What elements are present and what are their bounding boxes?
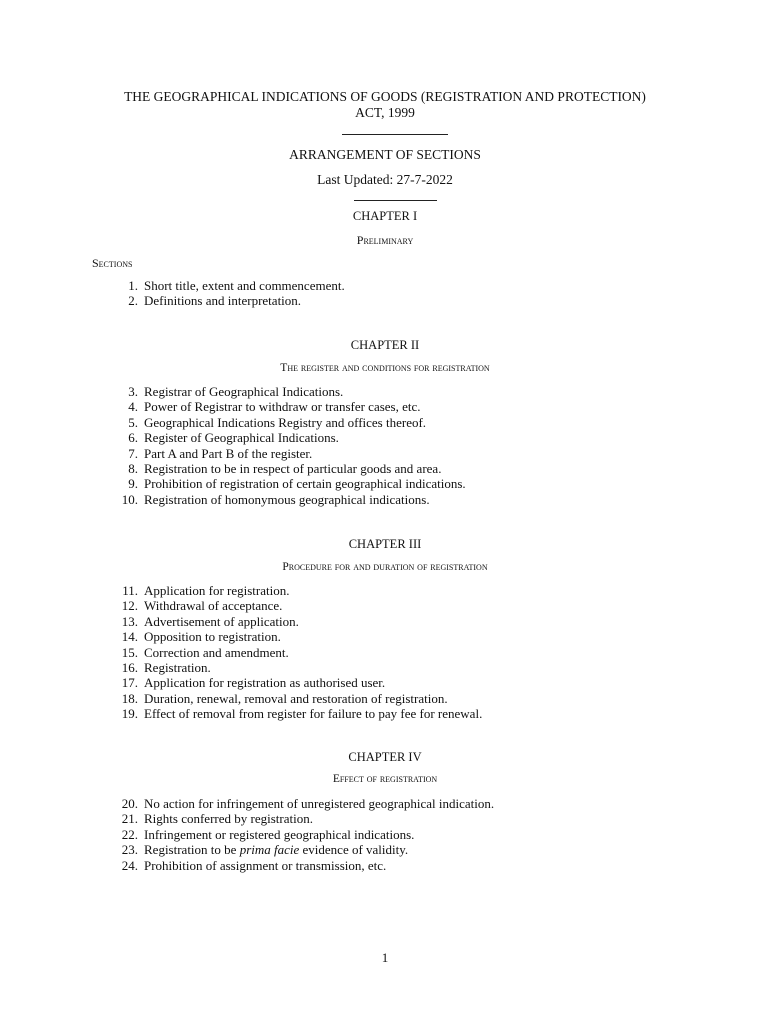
- list-item: 13. Advertisement of application.: [121, 613, 299, 629]
- list-item: 6. Register of Geographical Indications.: [128, 430, 339, 446]
- list-item: 21. Rights conferred by registration.: [121, 811, 313, 827]
- list-item: 20. No action for infringement of unregistered geographical indication.: [121, 796, 495, 811]
- list-item: 4. Power of Registrar to withdraw or transfer cases, etc.: [128, 399, 421, 415]
- list-item: 5. Geographical Indications Registry and offices thereof.: [128, 414, 427, 430]
- list-item: 19. Effect of removal from register for failure to pay fee for renewal.: [121, 706, 483, 722]
- list-item: 15. Correction and amendment.: [121, 644, 289, 660]
- list-item: 10. Registration of homonymous geographical indications.: [121, 491, 430, 507]
- list-item: 22. Infringement or registered geographical indications.: [121, 826, 415, 842]
- chapter-subheading: The register and conditions for registration: [280, 362, 490, 374]
- act-title-line-1: THE GEOGRAPHICAL INDICATIONS OF GOODS (REGISTRATION AND PROTECTION): [124, 89, 646, 104]
- list-item: 1. Short title, extent and commencement.: [128, 278, 345, 293]
- list-item: 11. Application for registration.: [122, 583, 290, 598]
- list-item: 8. Registration to be in respect of particular goods and area.: [128, 460, 442, 476]
- last-updated: Last Updated: 27-7-2022: [317, 172, 453, 187]
- title-divider: [342, 134, 448, 135]
- chapter-heading: CHAPTER IV: [348, 750, 422, 764]
- list-item: 18. Duration, renewal, removal and restoration of registration.: [121, 690, 448, 706]
- act-title-line-2: ACT, 1999: [355, 105, 415, 120]
- list-item: 7. Part A and Part B of the register.: [128, 445, 313, 461]
- list-item: 23. Registration to be prima facie evidence of validity.: [121, 842, 409, 858]
- arrangement-heading: ARRANGEMENT OF SECTIONS: [289, 147, 481, 162]
- chapter-heading: CHAPTER I: [352, 209, 418, 223]
- list-item: 12. Withdrawal of acceptance.: [121, 598, 283, 614]
- chapter-subheading: Effect of registration: [332, 773, 438, 785]
- italic-term: prima facie: [239, 842, 300, 858]
- list-item: 14. Opposition to registration.: [121, 629, 281, 645]
- chapter-subheading: Preliminary: [356, 233, 414, 247]
- section-list-chapter-4: [108, 796, 728, 873]
- section-list-chapter-1: [108, 278, 728, 309]
- list-item: 24. Prohibition of assignment or transmission, etc.: [121, 857, 387, 873]
- list-item: 2. Definitions and interpretation.: [128, 293, 302, 309]
- section-list-chapter-3: [108, 583, 728, 722]
- list-item: 3. Registrar of Geographical Indications.: [128, 384, 344, 399]
- page-number: 1: [381, 950, 389, 965]
- date-divider: [354, 200, 437, 201]
- chapter-heading: CHAPTER II: [350, 338, 420, 352]
- list-item: 9. Prohibition of registration of certain geographical indications.: [128, 476, 466, 492]
- list-item: 16. Registration.: [121, 659, 211, 675]
- chapter-subheading: Procedure for and duration of registration: [282, 561, 488, 573]
- sections-label: Sections: [92, 256, 133, 270]
- list-item: 17. Application for registration as authorised user.: [121, 675, 386, 691]
- chapter-heading: CHAPTER III: [348, 537, 422, 551]
- section-list-chapter-2: [108, 384, 728, 507]
